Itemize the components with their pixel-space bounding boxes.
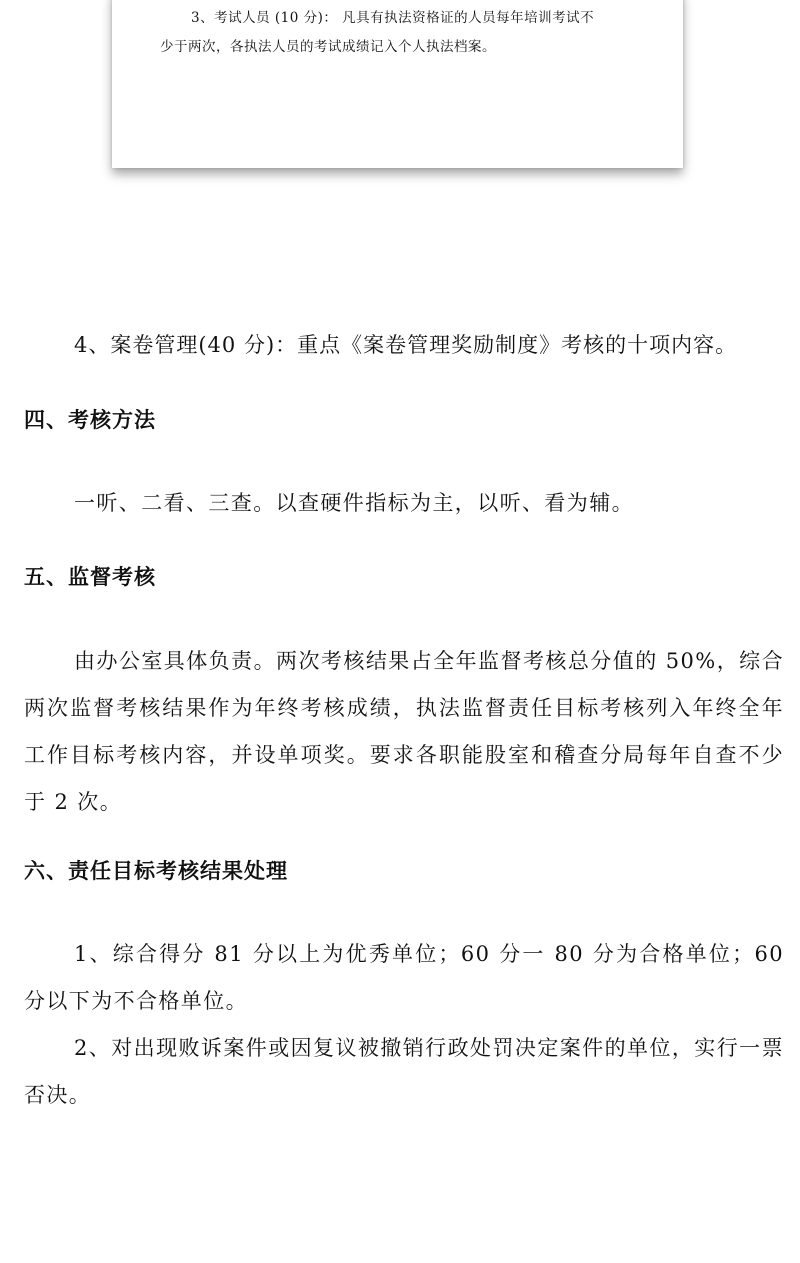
- case-file-management-item: 4、案卷管理(40 分)：重点《案卷管理奖励制度》考核的十项内容。: [74, 333, 738, 357]
- document-preview-card: [112, 0, 683, 168]
- supervision-assessment-paragraph: 由办公室具体负责。两次考核结果占全年监督考核总分值的 50%，综合两次监督考核结果作为年终考核成绩，执法监督责任目标考核列入年终全年工作目标考核内容，并设单项奖。要求各职能股室和稽查分局每年自查不少于 2 次。: [24, 649, 784, 814]
- assessment-method-paragraph: 一听、二看、三查。以查硬件指标为主，以听、看为辅。: [74, 491, 634, 515]
- exam-staff-line-2: 少于两次，各执法人员的考试成绩记入个人执法档案。: [160, 39, 496, 55]
- exam-staff-line-1: 3、考试人员 (10 分)： 凡具有执法资格证的人员每年培训考试不: [191, 10, 595, 26]
- section-heading-result-handling: 六、责任目标考核结果处理: [24, 859, 288, 883]
- result-handling-paragraph-2: 2、对出现败诉案件或因复议被撤销行政处罚决定案件的单位，实行一票否决。: [24, 1036, 784, 1107]
- section-heading-supervision-assessment: 五、监督考核: [24, 565, 156, 589]
- result-handling-paragraph-1: 1、综合得分 81 分以上为优秀单位；60 分一 80 分为合格单位；60 分以下为不合格单位。: [24, 942, 784, 1013]
- exam-staff-paragraph: [160, 4, 660, 62]
- section-heading-assessment-method: 四、考核方法: [24, 408, 156, 432]
